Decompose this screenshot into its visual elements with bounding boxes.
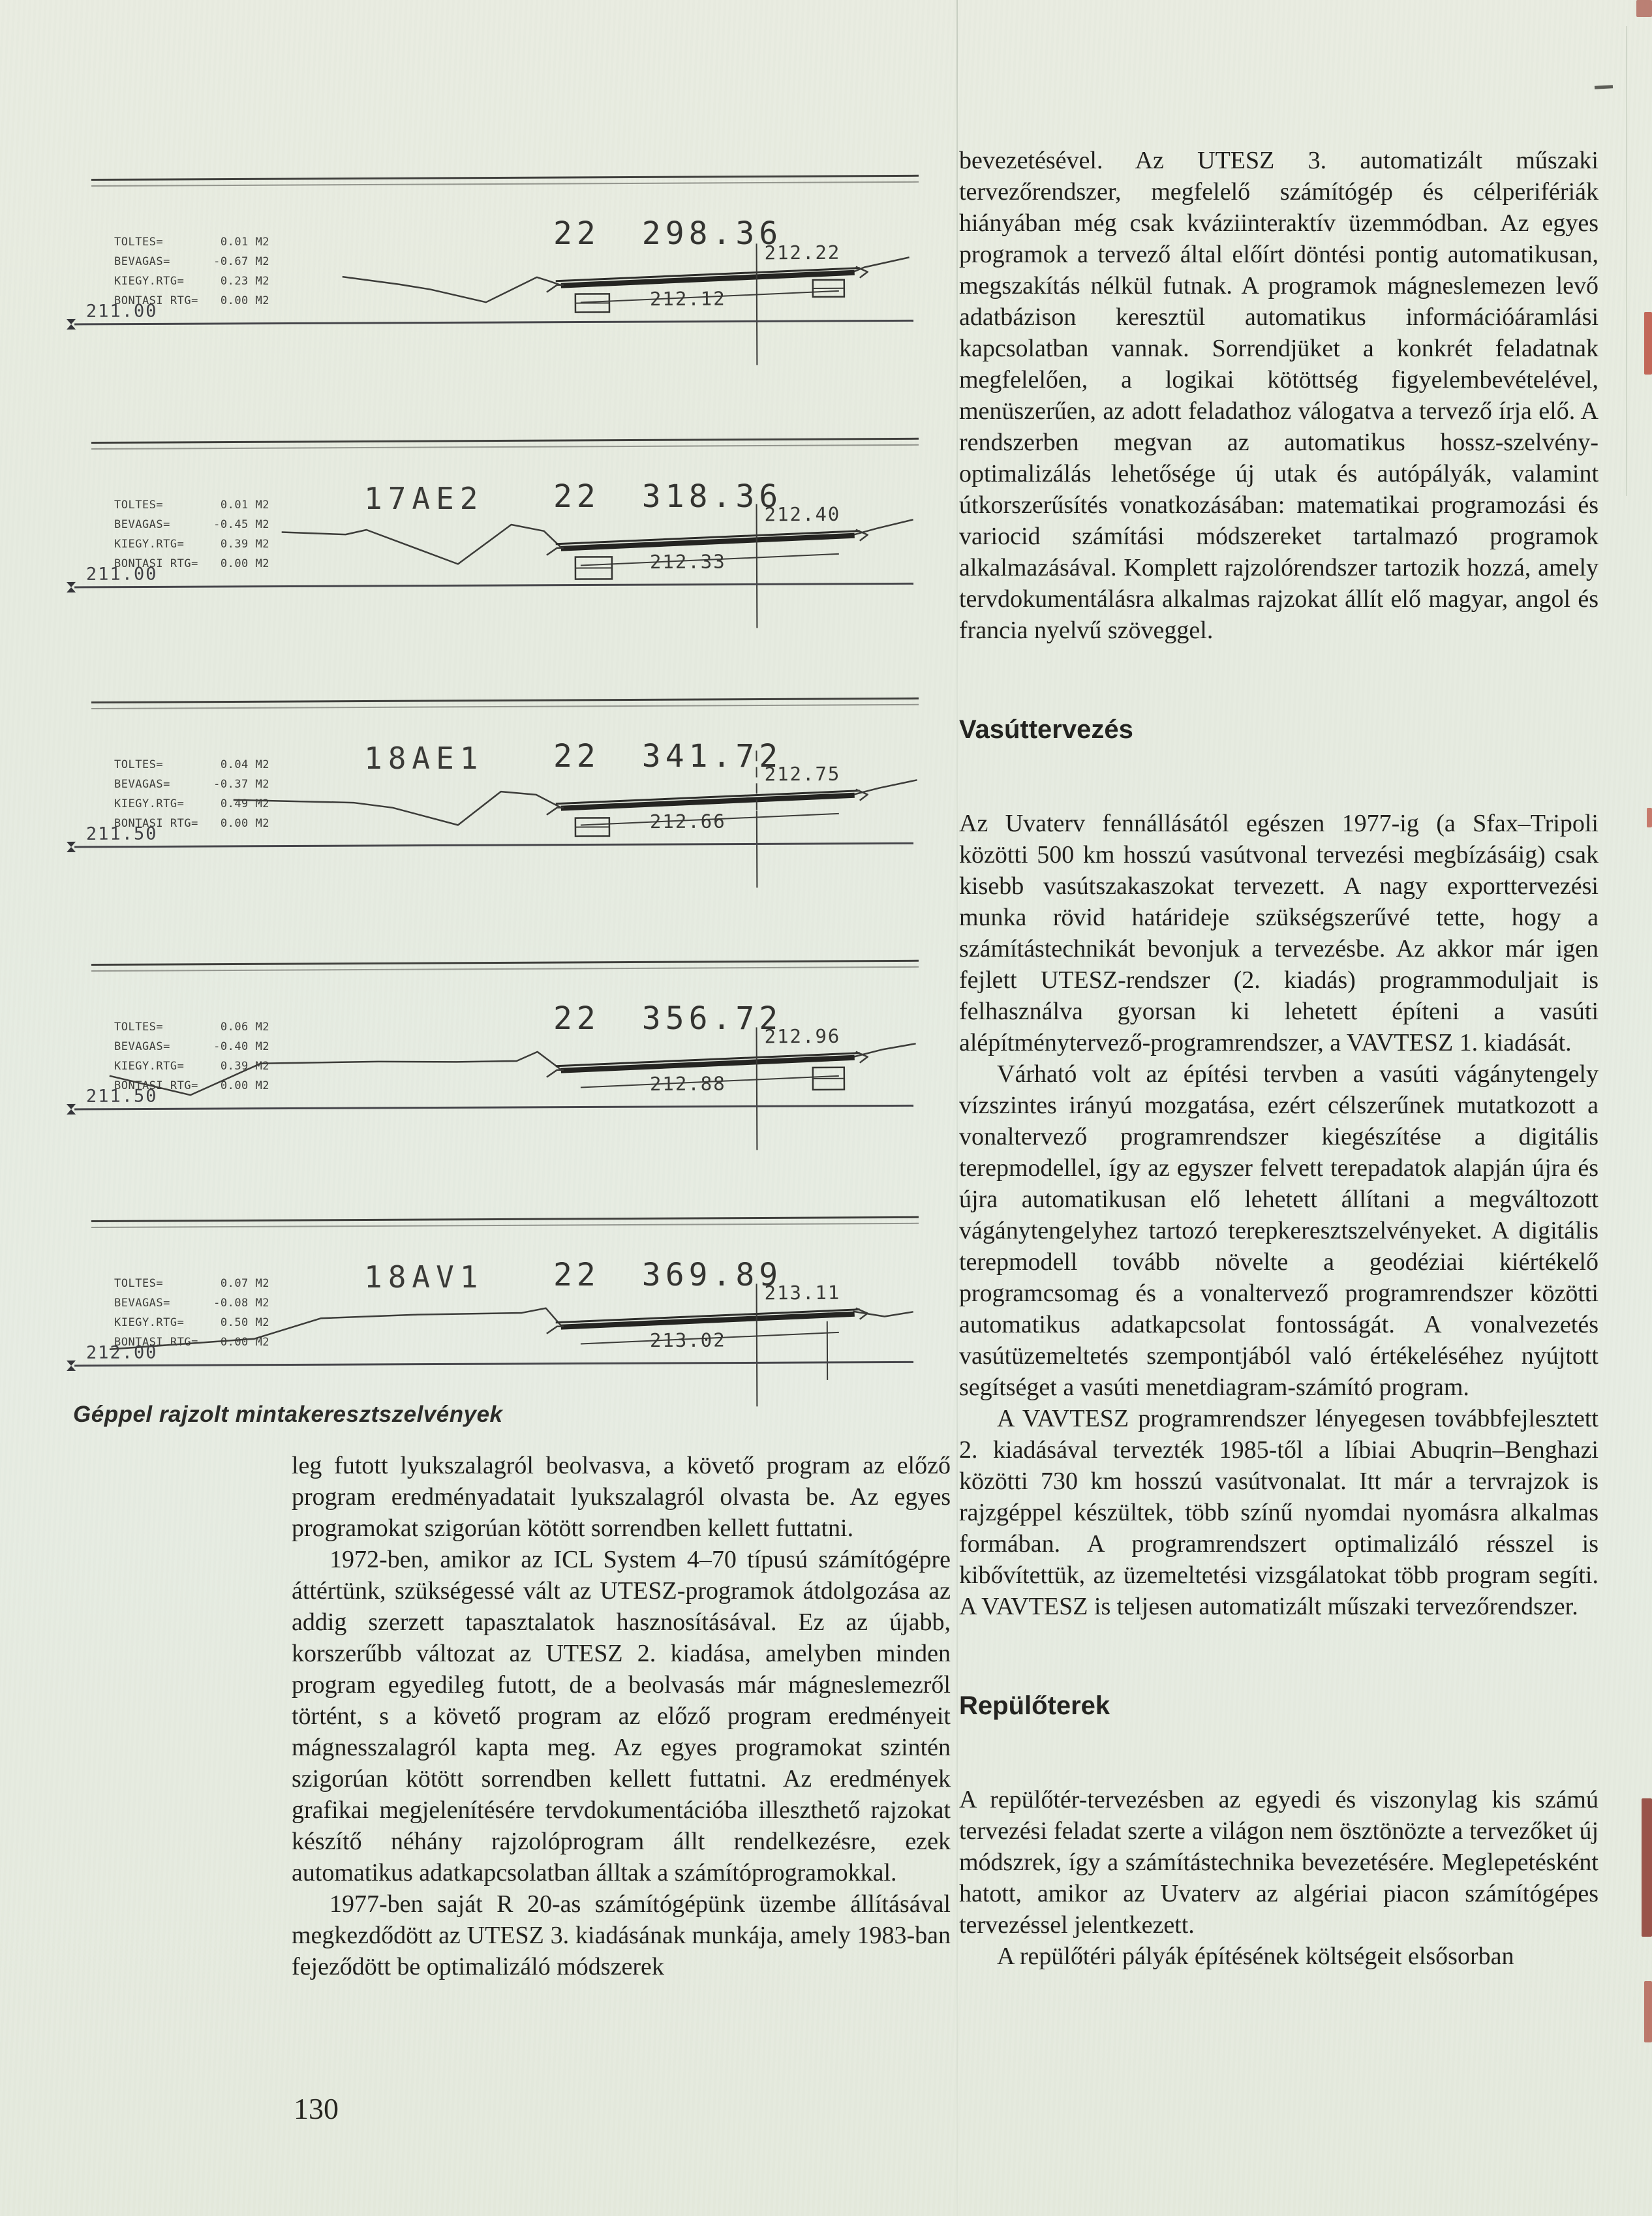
quantity-label: BONTASI RTG= [114, 817, 198, 830]
heading-railway-design: Vasúttervezés [959, 715, 1133, 744]
figure-caption: Géppel rajzolt mintakeresztszelvények [73, 1402, 503, 1427]
quantity-value: 0.07 M2 [220, 1277, 269, 1290]
elevation-label-bottom: 212.33 [649, 550, 726, 574]
station-title: 22 318.36 [553, 478, 783, 515]
station-title: 22 341.72 [553, 738, 783, 775]
cross-section-drawing [65, 1012, 953, 1186]
quantity-label: KIEGY.RTG= [114, 275, 185, 288]
quantity-label: BONTASI RTG= [114, 557, 198, 570]
quantity-label: TOLTES= [114, 758, 164, 771]
datum-marker-icon [67, 1361, 76, 1371]
section-name: 18AE1 [364, 741, 484, 776]
datum-label: 211.50 [85, 823, 158, 844]
datum-label: 211.00 [85, 301, 158, 322]
datum-label: 211.50 [85, 1086, 158, 1107]
cross-section-drawing [65, 490, 953, 664]
quantity-value: 0.00 M2 [220, 817, 269, 830]
quantity-value: 0.23 M2 [220, 275, 269, 288]
quantity-value: 0.04 M2 [220, 758, 269, 771]
quantity-label: KIEGY.RTG= [114, 538, 185, 551]
quantity-value: 0.00 M2 [220, 294, 269, 307]
paragraph: A repülőtér-tervezésben az egyedi és viszonylag kis számú tervezési feladat szerte a világon nem ösztönözte a tervezőket új módszrek, így a számítástechnika bevezetésére. Meglepetésként hatott, amikor az Uvaterv az algériai piacon számítógépes tervezéssel jelentkezett. [959, 1786, 1598, 1939]
right-text-column [959, 145, 1598, 1972]
quantity-label: TOLTES= [114, 1277, 164, 1290]
quantity-value: 0.39 M2 [220, 538, 269, 551]
elevation-label-top: 212.75 [764, 762, 841, 786]
elevation-label-top: 213.11 [764, 1281, 841, 1304]
quantity-value: 0.01 M2 [220, 236, 269, 249]
elevation-label-bottom: 212.66 [649, 810, 726, 833]
datum-label: 212.00 [85, 1342, 158, 1363]
datum-label: 211.00 [85, 564, 158, 585]
elevation-label-top: 212.96 [764, 1024, 841, 1048]
quantity-label: BEVAGAS= [114, 1297, 170, 1310]
elevation-label-bottom: 212.12 [649, 287, 726, 311]
quantity-value: -0.45 M2 [213, 518, 269, 531]
scan-red-mark [1642, 1798, 1652, 1937]
quantity-value: 0.39 M2 [220, 1060, 269, 1073]
heading-airports: Repülőterek [959, 1691, 1110, 1720]
quantity-label: BONTASI RTG= [114, 294, 198, 307]
paragraph: leg futott lyukszalagról beolvasva, a követő program az előző program eredményadatait lyukszalagról olvasta be. Az egyes programokat szigorúan kötött sorrendben kellett futtatni. [292, 1452, 951, 1542]
page-number: 130 [294, 2092, 339, 2125]
scan-red-mark [1636, 0, 1652, 17]
datum-marker-icon [67, 842, 76, 852]
elevation-label-top: 212.40 [764, 502, 841, 526]
paragraph: Várható volt az építési tervben a vasúti vágánytengely vízszintes irányú mozgatása, ezért célszerűnek mutatkozott a vonaltervező programrendszer kiegészítése a digitális terepmodellel, így az egyszer felvett terepadatok alapján újra és újra automatikusan elő lehetett állítani a megváltozott vágánytengelyhez tartozó terepkeresztszelvényeket. A digitális terepmodell tovább növelte a geodéziai kiértékelő programcsomag és a vonaltervező programrendszer közötti automatikus adatkapcsolat fontosságát. A vonalvezetés vasútüzemeltetés szempontjából való értékeléséhez nyújtott segítséget a vasúti menetdiagram-számító program. [959, 1060, 1598, 1401]
paragraph: 1977-ben saját R 20-as számítógépünk üzembe állításával megkezdődött az UTESZ 3. kiadásának munkája, amely 1983-ban fejeződött be optimalizáló módszerek [292, 1890, 951, 1980]
datum-marker-icon [67, 582, 76, 592]
station-title: 22 298.36 [553, 215, 783, 252]
paragraph: 1972-ben, amikor az ICL System 4–70 típusú számítógépre áttértünk, szükségessé vált az UTESZ-programok átdolgozása az addig szerzett tapasztalatok hasznosításával. Ez az újabb, korszerűbb változat az UTESZ 2. kiadása, amelyben minden program egyedileg futott, de a beolvasás már mágneslemezről történt, s a követő program az előző program eredményeit mágnesszalagról kapta meg. Az egyes programokat szintén szigorúan kötött sorrendben kellett futtatni. Az eredmények grafikai megjelenítésére tervdokumentációba illeszthető rajzokat készítő néhány rajzolóprogram állt rendelkezésre, ezek automatikus adatkapcsolatban álltak a számítóprogramokkal. [292, 1546, 951, 1886]
scan-red-mark [1644, 1981, 1652, 2042]
quantity-label: BONTASI RTG= [114, 1079, 198, 1092]
quantity-label: BEVAGAS= [114, 1040, 170, 1053]
quantity-label: TOLTES= [114, 1021, 164, 1034]
quantity-value: 0.00 M2 [220, 1336, 269, 1349]
quantity-value: 0.01 M2 [220, 499, 269, 512]
quantity-value: -0.67 M2 [213, 255, 269, 268]
left-text-column [292, 1450, 951, 1982]
cross-section-drawing [65, 750, 953, 923]
quantity-value: 0.00 M2 [220, 1079, 269, 1092]
quantity-label: BEVAGAS= [114, 255, 170, 268]
paragraph: A repülőtéri pályák építésének költségeit elsősorban [997, 1943, 1514, 1970]
paragraph: A VAVTESZ programrendszer lényegesen továbbfejlesztett 2. kiadásával tervezték 1985-től a líbiai Abuqrin–Benghazi közötti 730 km hosszú vasútvonalat. Itt már a tervrajzok is rajzgéppel készültek, több színű nyomdai nyomásra alkalmas formában. A programrendszert optimalizáló résszel is kibővítettük, az üzemeltetési vizsgálatokat több program segíti. A VAVTESZ is teljesen automatizált műszaki tervezőrendszer. [959, 1405, 1598, 1620]
section-name: 18AV1 [364, 1259, 484, 1295]
quantity-value: -0.37 M2 [213, 778, 269, 791]
quantity-value: 0.49 M2 [220, 797, 269, 810]
quantity-label: KIEGY.RTG= [114, 1060, 185, 1073]
cross-section-drawing [65, 227, 953, 401]
elevation-label-bottom: 213.02 [649, 1329, 726, 1352]
section-name: 17AE2 [364, 481, 484, 516]
station-title: 22 369.89 [553, 1257, 783, 1293]
quantity-label: BEVAGAS= [114, 518, 170, 531]
elevation-label-top: 212.22 [764, 241, 841, 264]
quantity-value: 0.00 M2 [220, 557, 269, 570]
quantity-label: BONTASI RTG= [114, 1336, 198, 1349]
paragraph: Az Uvaterv fennállásától egészen 1977-ig (a Sfax–Tripoli közötti 500 km hosszú vasútvonal tervezési megbízásáig) csak kisebb vasútszakaszokat tervezett. A nagy exporttervezési munka rövid határideje szükségszerűvé tette, hogy a számítástechnikát bevonjuk a tervezésbe. Az akkor már igen fejlett UTESZ-rendszer (2. kiadás) programmoduljait is felhasználva gyorsan ki lehetett építeni a vasúti alépítménytervező-programrendszer, a VAVTESZ 1. kiadását. [959, 810, 1598, 1056]
quantity-value: -0.40 M2 [213, 1040, 269, 1053]
quantity-value: 0.06 M2 [220, 1021, 269, 1034]
quantity-label: TOLTES= [114, 499, 164, 512]
quantity-value: -0.08 M2 [213, 1297, 269, 1310]
datum-marker-icon [67, 1104, 76, 1115]
quantity-label: KIEGY.RTG= [114, 797, 185, 810]
paragraph: bevezetésével. Az UTESZ 3. automatizált műszaki tervezőrendszer, megfelelő számítógép és célperifériák hiányában még csak kváziinteraktív üzemmódban. Az egyes programok a tervező által előírt döntési pontig automatikusan, megszakítás nélkül futnak. A programok mágneslemezen levő adatbázison keresztül automatikus információáramlási kapcsolatban vannak. Sorrendjüket a konkrét feladatnak megfelelően, a logikai kötöttség figyelembevételével, menüszerűen, az adott feladathoz válogatva a tervező írja elő. A rendszerben megvan az automatikus hossz-szelvény-optimalizálás lehetősége új utak és autópályák, valamint útkorszerűsítés vonatkozásában: matematikai programozási és variocid számítási módszereket tartalmazó programok alkalmazásával. Komplett rajzolórendszer tartozik hozzá, amely tervdokumentálásra alkalmas rajzokat állít elő magyar, angol és francia nyelvű szöveggel. [959, 147, 1598, 644]
station-title: 22 356.72 [553, 1000, 783, 1037]
scan-ink-dash [1595, 85, 1613, 89]
quantity-value: 0.50 M2 [220, 1316, 269, 1329]
elevation-label-bottom: 212.88 [649, 1072, 726, 1096]
quantity-label: BEVAGAS= [114, 778, 170, 791]
quantity-label: TOLTES= [114, 236, 164, 249]
datum-marker-icon [67, 319, 76, 330]
quantity-label: KIEGY.RTG= [114, 1316, 185, 1329]
